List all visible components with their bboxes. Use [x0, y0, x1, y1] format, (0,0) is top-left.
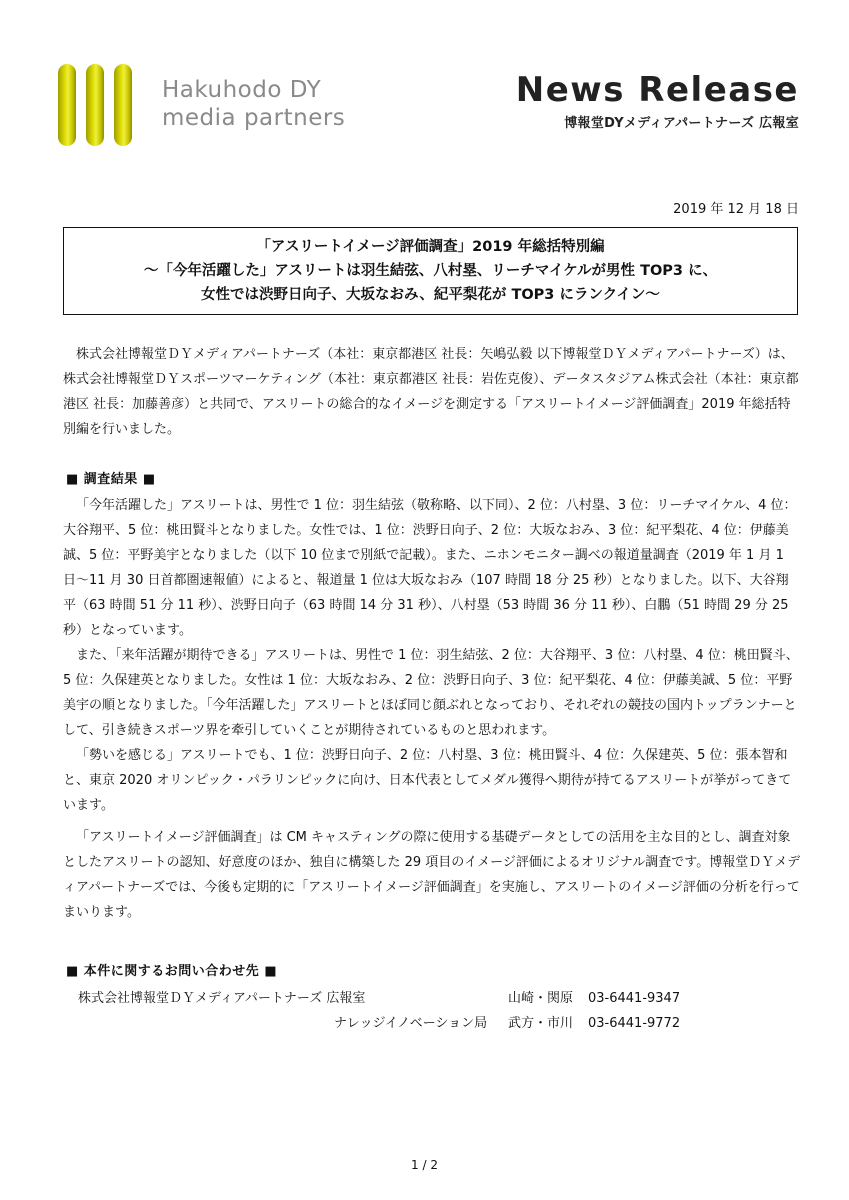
contact-person: 山崎・関原 — [508, 991, 574, 1006]
results-paragraph-3: 「勢いを感じる」アスリートでも、1 位：渋野日向子、2 位：八村塁、3 位：桃田賢斗、4 位：久保建英、5 位：張本智和と、東京 2020 オリンピック・パラリンピックに向け、日本代表としてメダル獲得へ期待が持てるアスリートが挙がってきています。 — [63, 748, 792, 813]
intro-paragraph-block — [63, 342, 801, 442]
contact-heading: ■ 本件に関するお問い合わせ先 ■ — [66, 964, 278, 979]
headline-line-2: 〜「今年活躍した」アスリートは羽生結弦、八村塁、リーチマイケルが男性 TOP3 に、 — [143, 263, 718, 279]
survey-description-paragraph: 「アスリートイメージ評価調査」は CM キャスティングの際に使用する基礎データとしての活用を主な目的とし、調査対象としたアスリートの認知、好意度のほか、独自に構築した 29 項目のイメージ評価によるオリジナル調査です。博報堂ＤＹメディアパートナーズでは、今後も定期的に「アスリートイメージ評価調査」を実施し、アスリートのイメージ評価の分析を行ってまいります。 — [63, 830, 801, 920]
company-logo — [58, 64, 358, 152]
results-paragraph-1: 「今年活躍した」アスリートは、男性で 1 位：羽生結弦（敬称略、以下同）、2 位：八村塁、3 位：リーチマイケル、4 位：大谷翔平、5 位：桃田賢斗となりました。女性では、1 位：渋野日向子、2 位：大坂なおみ、3 位：紀平梨花、4 位：伊藤美誠、5 位：平野美宇となりました（以下 10 位まで別紙で記載）。また、ニホンモニター調べの報道量調査（2019 年 1 月 1 日〜11 月 30 日首都圏速報値）によると、報道量 1 位は大坂なおみ（107 時間 18 分 25 秒）となりました。以下、大谷翔平（63 時間 51 分 11 秒）、渋野日向子（63 時間 14 分 31 秒）、八村塁（53 時間 36 分 11 秒）、白鵬（51 時間 29 分 25 秒）となっています。 — [63, 498, 797, 638]
logo-line-2: media partners — [162, 105, 346, 131]
survey-description-block — [63, 825, 801, 925]
headline-box — [63, 227, 798, 315]
logo-bar-mark — [58, 64, 76, 146]
headline-line-3: 女性では渋野日向子、大坂なおみ、紀平梨花が TOP3 にランクイン〜 — [201, 287, 660, 303]
contact-organization: 株式会社博報堂ＤＹメディアパートナーズ 広報室 — [78, 991, 366, 1006]
page-number: 1 / 2 — [411, 1158, 438, 1172]
contact-row — [78, 986, 778, 1011]
contact-phone: 03-6441-9772 — [588, 1016, 681, 1031]
headline-line-1: 「アスリートイメージ評価調査」2019 年総括特別編 — [256, 239, 605, 255]
contact-row — [78, 1011, 778, 1036]
logo-bar-mark — [114, 64, 132, 146]
results-paragraph-2: また、「来年活躍が期待できる」アスリートは、男性で 1 位：羽生結弦、2 位：大谷翔平、3 位：八村塁、4 位：桃田賢斗、5 位：久保建英となりました。女性は 1 位：大坂なおみ、2 位：渋野日向子、3 位：紀平梨花、4 位：伊藤美誠、5 位：平野美宇の順となりました。「今年活躍した」アスリートとほぼ同じ顔ぶれとなっており、それぞれの競技の国内トップランナーとして、引き続きスポーツ界を牽引していくことが期待されているものと思われます。 — [63, 648, 799, 738]
release-date: 2019 年 12 月 18 日 — [673, 202, 799, 217]
intro-paragraph: 株式会社博報堂ＤＹメディアパートナーズ（本社：東京都港区 社長：矢嶋弘毅 以下博報堂ＤＹメディアパートナーズ）は、株式会社博報堂ＤＹスポーツマーケティング（本社：東京都港区 社長：岩佐克俊）、データスタジアム株式会社（本社：東京都港区 社長：加藤善彦）と共同で、アスリートの総合的なイメージを測定する「アスリートイメージ評価調査」2019 年総括特別編を行いました。 — [63, 347, 799, 437]
contact-person: 武方・市川 — [508, 1016, 574, 1031]
news-release-header — [516, 70, 799, 131]
contact-phone: 03-6441-9347 — [588, 991, 681, 1006]
contact-block — [78, 986, 778, 1036]
logo-wordmark — [162, 76, 345, 132]
contact-department: ナレッジイノベーション局 — [334, 1016, 488, 1031]
logo-line-1: Hakuhodo DY — [162, 77, 322, 103]
results-section — [63, 493, 801, 818]
logo-bar-mark — [86, 64, 104, 146]
results-heading: ■ 調査結果 ■ — [66, 472, 156, 487]
pr-department: 博報堂DYメディアパートナーズ 広報室 — [564, 116, 799, 131]
news-release-title: News Release — [515, 70, 799, 110]
